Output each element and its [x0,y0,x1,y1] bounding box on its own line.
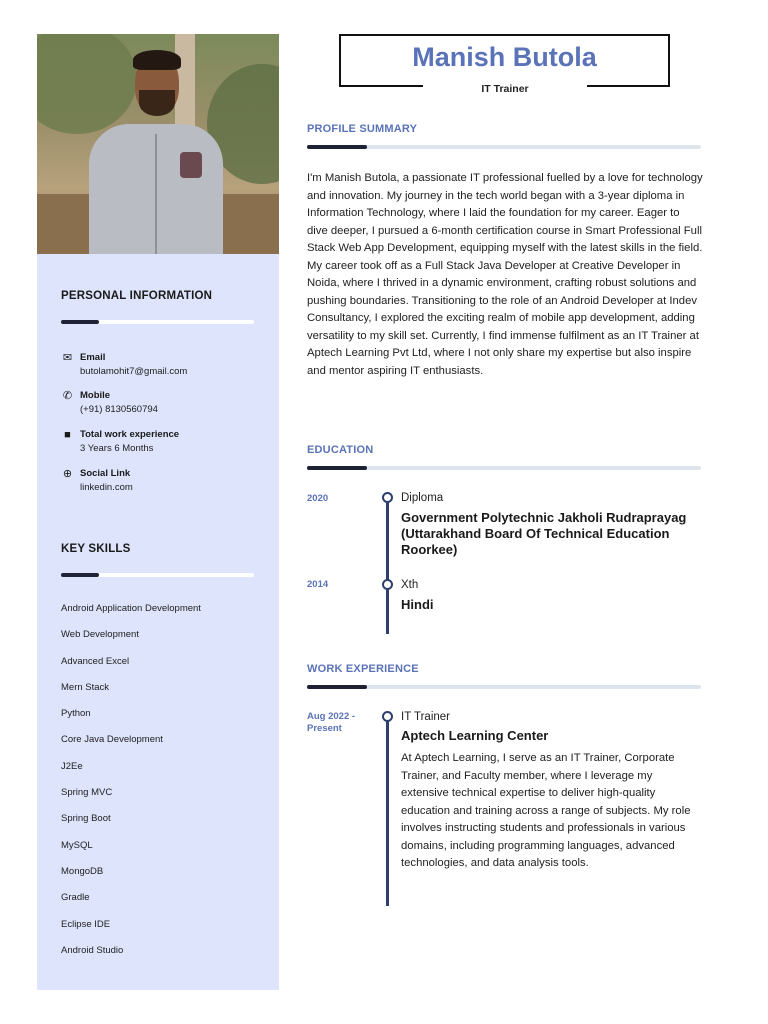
skill-item: Gradle [61,892,90,904]
skills-list [61,602,261,970]
education-school: Hindi [401,597,434,612]
timeline-dot [382,492,393,503]
education-school: Government Polytechnic Jakholi Rudraprayag (Uttarakhand Board Of Technical Education Roorkee) [401,510,687,557]
role-label-wrap [423,79,587,97]
education-date: 2020 [307,493,329,504]
info-social-label: Social Link [80,468,131,479]
education-timeline-line [386,496,389,634]
info-mobile-label: Mobile [80,390,111,401]
info-mobile-value: (+91) 8130560794 [80,404,158,415]
work-role: IT Trainer [401,711,450,723]
timeline-dot [382,579,393,590]
skill-item: Advanced Excel [61,655,130,667]
timeline-dot [382,711,393,722]
skill-item: Mern Stack [61,681,110,693]
skill-item: Eclipse IDE [61,918,111,930]
info-email-value[interactable]: butolamohit7@gmail.com [80,366,188,377]
skill-item: Spring Boot [61,813,111,825]
work-experience-title: WORK EXPERIENCE [307,663,419,675]
candidate-name: Manish Butola [412,42,597,72]
personal-info-divider [61,320,254,324]
profile-summary-divider [307,145,701,149]
work-timeline-line [386,714,389,906]
work-date-end: Present [307,723,342,734]
work-experience-divider [307,685,701,689]
skill-item: Python [61,708,91,720]
email-icon: ✉ [62,352,73,364]
skill-item: MySQL [61,839,93,851]
skill-item: Spring MVC [61,787,113,799]
info-experience-label: Total work experience [80,429,180,440]
globe-icon: ⊕ [62,468,73,480]
sidebar [37,34,279,990]
work-date-start: Aug 2022 - [307,711,356,722]
work-date [307,711,355,735]
profile-summary-text: I'm Manish Butola, a passionate IT professional fuelled by a love for technology and innovation. My journey in the tech world began with a 3-year diploma in Information Technology, where I laid the foundation for my career. Eager to dive deeper, I pursued a 6-month certification course in Smart Professional Full Stack Web App Development, equipping myself with the latest skills in the field. My career took off as a Full Stack Java Developer at Creative Developer in Noida, where I thrived in a dynamic environment, crafting robust solutions and pushing boundaries. Transitioning to the role of an Android Developer at Indev Consultancy, I explored the exciting realm of mobile app development, adding versatility to my skill set. Currently, I find immense fulfilment as an IT Trainer at Aptech Learning Pvt Ltd, where I not only share my expertise but also inspire and mentor aspiring IT enthusiasts. [307,172,703,377]
profile-summary-title: PROFILE SUMMARY [307,123,418,135]
skill-item: Android Studio [61,944,124,956]
info-email-label: Email [80,352,106,363]
profile-photo [37,34,279,254]
info-experience-value: 3 Years 6 Months [80,443,154,454]
briefcase-icon: ■ [64,429,71,441]
education-date: 2014 [307,579,329,590]
candidate-role: IT Trainer [481,83,529,95]
education-title: EDUCATION [307,444,374,456]
skill-item: Core Java Development [61,734,163,746]
skill-item: Android Application Development [61,603,201,614]
skill-item: Web Development [61,629,139,641]
work-description: At Aptech Learning, I serve as an IT Trainer, Corporate Trainer, and Faculty member, where I leverage my extensive technical expertise to deliver high-quality education and training across a range of subjects. My role involves instructing students and professionals in various domains, including programming languages, advanced technologies, and data analysis tools. [401,752,691,869]
education-degree: Diploma [401,492,444,504]
work-company: Aptech Learning Center [401,728,549,743]
education-degree: Xth [401,579,419,591]
personal-info-title: PERSONAL INFORMATION [61,290,213,302]
info-social-value[interactable]: linkedin.com [80,482,133,493]
skill-item: J2Ee [61,760,83,772]
phone-icon: ✆ [62,390,73,402]
key-skills-title: KEY SKILLS [61,543,131,555]
education-divider [307,466,701,470]
skill-item: MongoDB [61,865,104,877]
key-skills-divider [61,573,254,577]
